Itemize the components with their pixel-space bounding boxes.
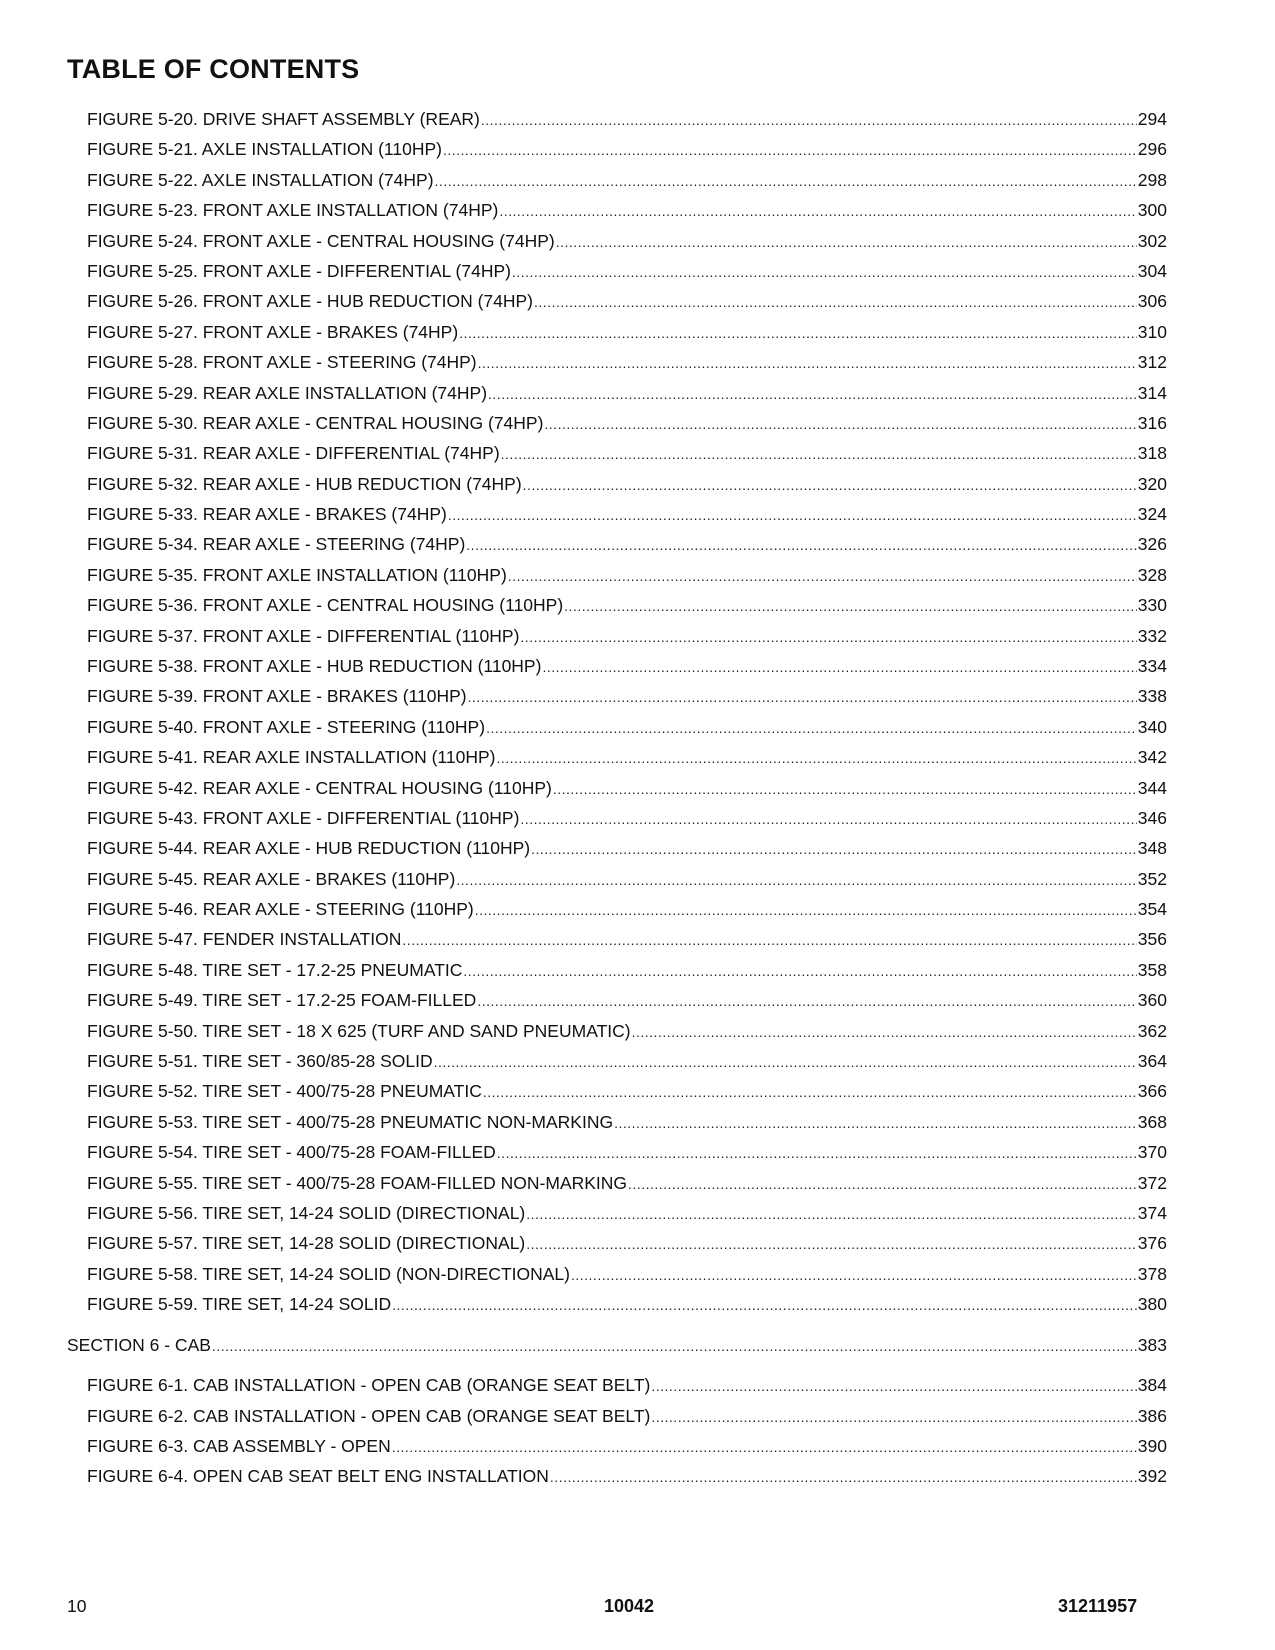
dot-leader [628, 1172, 1137, 1196]
dot-leader [512, 260, 1137, 284]
toc-entry-label: FIGURE 6-2. CAB INSTALLATION - OPEN CAB (ORANGE SEAT BELT) [87, 1406, 651, 1426]
toc-entry[interactable] [87, 168, 1167, 192]
toc-entry[interactable] [87, 745, 1167, 769]
dot-leader [459, 321, 1137, 345]
toc-entry[interactable] [87, 684, 1167, 708]
toc-entry[interactable] [87, 1464, 1167, 1488]
dot-leader [468, 685, 1137, 709]
dot-leader [556, 230, 1137, 254]
toc-entry-label: FIGURE 5-59. TIRE SET, 14-24 SOLID [87, 1294, 392, 1314]
dot-leader [531, 837, 1137, 861]
dot-leader [571, 1263, 1137, 1287]
toc-entry-page: 300 [1137, 200, 1167, 220]
toc-entry[interactable] [87, 532, 1167, 556]
footer-page-number: 10 [67, 1596, 87, 1616]
toc-entry-page: 328 [1137, 565, 1167, 585]
toc-entry-label: FIGURE 5-35. FRONT AXLE INSTALLATION (110HP) [87, 565, 507, 585]
toc-entry-page: 306 [1137, 291, 1167, 311]
toc-entry-label: FIGURE 5-57. TIRE SET, 14-28 SOLID (DIRECTIONAL) [87, 1233, 526, 1253]
dot-leader [520, 625, 1136, 649]
toc-entry-label: FIGURE 5-36. FRONT AXLE - CENTRAL HOUSING (110HP) [87, 595, 564, 615]
toc-entry-label: FIGURE 5-58. TIRE SET, 14-24 SOLID (NON-DIRECTIONAL) [87, 1264, 570, 1284]
toc-entry-label: FIGURE 5-43. FRONT AXLE - DIFFERENTIAL (110HP) [87, 808, 520, 828]
toc-entry-label: FIGURE 5-42. REAR AXLE - CENTRAL HOUSING (110HP) [87, 778, 552, 798]
dot-leader [550, 1465, 1137, 1489]
dot-leader [477, 989, 1136, 1013]
toc-entry[interactable] [87, 776, 1167, 800]
toc-entry-page: 358 [1137, 960, 1167, 980]
toc-entry[interactable] [87, 624, 1167, 648]
toc-entry-page: 392 [1137, 1466, 1167, 1486]
footer-part-number: 31211957 [1058, 1596, 1138, 1616]
dot-leader [402, 928, 1136, 952]
toc-entry-label: FIGURE 5-27. FRONT AXLE - BRAKES (74HP) [87, 322, 459, 342]
toc-entry-label: FIGURE 5-23. FRONT AXLE INSTALLATION (74HP) [87, 200, 499, 220]
dot-leader [466, 533, 1137, 557]
toc-entry[interactable] [87, 927, 1167, 951]
toc-entry[interactable] [87, 715, 1167, 739]
toc-entry[interactable] [87, 1110, 1167, 1134]
dot-leader [483, 1080, 1137, 1104]
dot-leader [212, 1334, 1137, 1358]
dot-leader [499, 199, 1136, 223]
toc-entry-page: 390 [1137, 1436, 1167, 1456]
toc-entry[interactable] [87, 1231, 1167, 1255]
toc-entry[interactable] [87, 320, 1167, 344]
toc-entry-label: FIGURE 5-25. FRONT AXLE - DIFFERENTIAL (74HP) [87, 261, 511, 281]
toc-entry-label: FIGURE 5-34. REAR AXLE - STEERING (74HP) [87, 534, 466, 554]
dot-leader [553, 777, 1137, 801]
toc-entry[interactable] [87, 1079, 1167, 1103]
toc-entry[interactable] [87, 350, 1167, 374]
toc-entry-label: FIGURE 5-29. REAR AXLE INSTALLATION (74HP) [87, 383, 488, 403]
toc-entry-page: 304 [1137, 261, 1167, 281]
dot-leader [523, 473, 1137, 497]
dot-leader [456, 868, 1137, 892]
toc-entry-label: FIGURE 5-22. AXLE INSTALLATION (74HP) [87, 170, 434, 190]
toc-entry-label: FIGURE 5-21. AXLE INSTALLATION (110HP) [87, 139, 442, 159]
footer-model: 10042 [604, 1596, 655, 1616]
dot-leader [486, 716, 1137, 740]
toc-entry-label: FIGURE 5-37. FRONT AXLE - DIFFERENTIAL (110HP) [87, 626, 520, 646]
toc-entry-label: FIGURE 5-47. FENDER INSTALLATION [87, 929, 402, 949]
toc-entry-page: 372 [1137, 1173, 1167, 1193]
dot-leader [392, 1435, 1137, 1459]
toc-entry[interactable] [87, 1404, 1167, 1428]
toc-entry-page: 386 [1137, 1406, 1167, 1426]
dot-leader [448, 503, 1137, 527]
dot-leader [481, 108, 1137, 132]
toc-entry-label: FIGURE 5-51. TIRE SET - 360/85-28 SOLID [87, 1051, 433, 1071]
toc-entry[interactable] [87, 502, 1167, 526]
toc-entry-page: 378 [1137, 1264, 1167, 1284]
toc-entry-page: 344 [1137, 778, 1167, 798]
toc-entry[interactable] [87, 1171, 1167, 1195]
toc-entry[interactable] [87, 137, 1167, 161]
toc-entry-page: 324 [1137, 504, 1167, 524]
dot-leader [508, 564, 1137, 588]
toc-entry[interactable] [87, 654, 1167, 678]
toc-entry[interactable] [87, 229, 1167, 253]
dot-leader [496, 746, 1136, 770]
dot-leader [542, 655, 1136, 679]
dot-leader [651, 1405, 1136, 1429]
toc-entry-page: 320 [1137, 474, 1167, 494]
dot-leader [534, 290, 1137, 314]
toc-entry-label: FIGURE 5-39. FRONT AXLE - BRAKES (110HP) [87, 686, 467, 706]
toc-entry-page: 374 [1137, 1203, 1167, 1223]
toc-entry-page: 354 [1137, 899, 1167, 919]
toc-entry-page: 316 [1137, 413, 1167, 433]
toc-entry[interactable] [87, 593, 1167, 617]
toc-entry[interactable] [87, 836, 1167, 860]
dot-leader [501, 442, 1137, 466]
toc-section-entry[interactable] [67, 1333, 1167, 1357]
dot-leader [488, 382, 1137, 406]
toc-entry[interactable] [87, 867, 1167, 891]
toc-entry[interactable] [87, 259, 1167, 283]
dot-leader [478, 351, 1137, 375]
toc-entry-label: FIGURE 5-46. REAR AXLE - STEERING (110HP) [87, 899, 474, 919]
dot-leader [443, 138, 1137, 162]
toc-entry-page: 376 [1137, 1233, 1167, 1253]
toc-entry[interactable] [87, 198, 1167, 222]
toc-entry-label: FIGURE 5-45. REAR AXLE - BRAKES (110HP) [87, 869, 456, 889]
toc-entry-page: 326 [1137, 534, 1167, 554]
toc-entry[interactable] [87, 1049, 1167, 1073]
toc-entry-page: 380 [1137, 1294, 1167, 1314]
toc-entry-page: 302 [1137, 231, 1167, 251]
dot-leader [434, 1050, 1137, 1074]
toc-entry-page: 384 [1137, 1375, 1167, 1395]
toc-entry[interactable] [87, 1140, 1167, 1164]
toc-entry-page: 352 [1137, 869, 1167, 889]
toc-entry-page: 342 [1137, 747, 1167, 767]
dot-leader [544, 412, 1136, 436]
toc-entry-page: 383 [1137, 1335, 1167, 1355]
toc-entry-page: 338 [1137, 686, 1167, 706]
toc-entry-label: FIGURE 5-53. TIRE SET - 400/75-28 PNEUMATIC NON-MARKING [87, 1112, 614, 1132]
dot-leader [526, 1232, 1137, 1256]
dot-leader [651, 1374, 1136, 1398]
toc-entry-page: 330 [1137, 595, 1167, 615]
toc-entry-label: FIGURE 5-49. TIRE SET - 17.2-25 FOAM-FILLED [87, 990, 477, 1010]
toc-entry-label: FIGURE 5-33. REAR AXLE - BRAKES (74HP) [87, 504, 447, 524]
toc-entry-label: FIGURE 5-30. REAR AXLE - CENTRAL HOUSING (74HP) [87, 413, 544, 433]
dot-leader [526, 1202, 1137, 1226]
toc-entry-page: 334 [1137, 656, 1167, 676]
toc-entry-page: 366 [1137, 1081, 1167, 1101]
toc-entry-label: FIGURE 5-20. DRIVE SHAFT ASSEMBLY (REAR) [87, 109, 480, 129]
toc-entry-label: FIGURE 5-50. TIRE SET - 18 X 625 (TURF AND SAND PNEUMATIC) [87, 1021, 631, 1041]
dot-leader [497, 1141, 1137, 1165]
toc-entry-page: 370 [1137, 1142, 1167, 1162]
toc-entry-page: 368 [1137, 1112, 1167, 1132]
toc-entry-page: 296 [1137, 139, 1167, 159]
toc-entry[interactable] [87, 988, 1167, 1012]
toc-entry-label: FIGURE 5-54. TIRE SET - 400/75-28 FOAM-FILLED [87, 1142, 496, 1162]
toc-entry[interactable] [87, 958, 1167, 982]
toc-entry[interactable] [87, 897, 1167, 921]
toc-entry-label: FIGURE 6-4. OPEN CAB SEAT BELT ENG INSTALLATION [87, 1466, 549, 1486]
toc-entry-label: SECTION 6 - CAB [67, 1335, 211, 1355]
page-title: TABLE OF CONTENTS [67, 54, 360, 84]
toc-entry[interactable] [87, 1201, 1167, 1225]
toc-entry-page: 298 [1137, 170, 1167, 190]
toc-entry-label: FIGURE 5-48. TIRE SET - 17.2-25 PNEUMATIC [87, 960, 463, 980]
toc-entry-label: FIGURE 5-28. FRONT AXLE - STEERING (74HP) [87, 352, 477, 372]
toc-entry-page: 348 [1137, 838, 1167, 858]
toc-entry-page: 362 [1137, 1021, 1167, 1041]
toc-entry-page: 360 [1137, 990, 1167, 1010]
dot-leader [564, 594, 1137, 618]
toc-entry[interactable] [87, 1019, 1167, 1043]
toc-entry-page: 310 [1137, 322, 1167, 342]
toc-entry[interactable] [87, 563, 1167, 587]
toc-entry-page: 314 [1137, 383, 1167, 403]
toc-entry[interactable] [87, 411, 1167, 435]
toc-entry[interactable] [87, 441, 1167, 465]
toc-entry-label: FIGURE 6-1. CAB INSTALLATION - OPEN CAB (ORANGE SEAT BELT) [87, 1375, 651, 1395]
toc-entry-page: 294 [1137, 109, 1167, 129]
dot-leader [463, 959, 1136, 983]
toc-entry-label: FIGURE 5-32. REAR AXLE - HUB REDUCTION (74HP) [87, 474, 522, 494]
toc-entry-label: FIGURE 5-52. TIRE SET - 400/75-28 PNEUMATIC [87, 1081, 482, 1101]
dot-leader [632, 1020, 1137, 1044]
toc-entry-label: FIGURE 5-31. REAR AXLE - DIFFERENTIAL (74HP) [87, 443, 500, 463]
toc-entry-page: 318 [1137, 443, 1167, 463]
dot-leader [614, 1111, 1137, 1135]
toc-entry-page: 340 [1137, 717, 1167, 737]
toc-entry[interactable] [87, 472, 1167, 496]
toc-entry-label: FIGURE 5-24. FRONT AXLE - CENTRAL HOUSING (74HP) [87, 231, 555, 251]
toc-entry-label: FIGURE 6-3. CAB ASSEMBLY - OPEN [87, 1436, 391, 1456]
dot-leader [392, 1293, 1137, 1317]
toc-entry-label: FIGURE 5-44. REAR AXLE - HUB REDUCTION (110HP) [87, 838, 531, 858]
toc-entry[interactable] [87, 1292, 1167, 1316]
toc-entry-label: FIGURE 5-55. TIRE SET - 400/75-28 FOAM-FILLED NON-MARKING [87, 1173, 628, 1193]
toc-entry-label: FIGURE 5-38. FRONT AXLE - HUB REDUCTION (110HP) [87, 656, 542, 676]
toc-entry-page: 356 [1137, 929, 1167, 949]
toc-entry[interactable] [87, 1373, 1167, 1397]
dot-leader [475, 898, 1137, 922]
toc-entry[interactable] [87, 381, 1167, 405]
toc-entry[interactable] [87, 107, 1167, 131]
toc-entry-page: 312 [1137, 352, 1167, 372]
toc-entry-page: 332 [1137, 626, 1167, 646]
toc-entry[interactable] [87, 806, 1167, 830]
toc-entry[interactable] [87, 1262, 1167, 1286]
toc-entry-page: 364 [1137, 1051, 1167, 1071]
toc-entry[interactable] [87, 1434, 1167, 1458]
toc-entry-label: FIGURE 5-56. TIRE SET, 14-24 SOLID (DIRECTIONAL) [87, 1203, 526, 1223]
toc-entry[interactable] [87, 289, 1167, 313]
toc-entry-page: 346 [1137, 808, 1167, 828]
toc-entry-label: FIGURE 5-40. FRONT AXLE - STEERING (110HP) [87, 717, 486, 737]
dot-leader [435, 169, 1137, 193]
toc-entry-label: FIGURE 5-41. REAR AXLE INSTALLATION (110HP) [87, 747, 496, 767]
toc-entry-label: FIGURE 5-26. FRONT AXLE - HUB REDUCTION (74HP) [87, 291, 534, 311]
dot-leader [520, 807, 1136, 831]
